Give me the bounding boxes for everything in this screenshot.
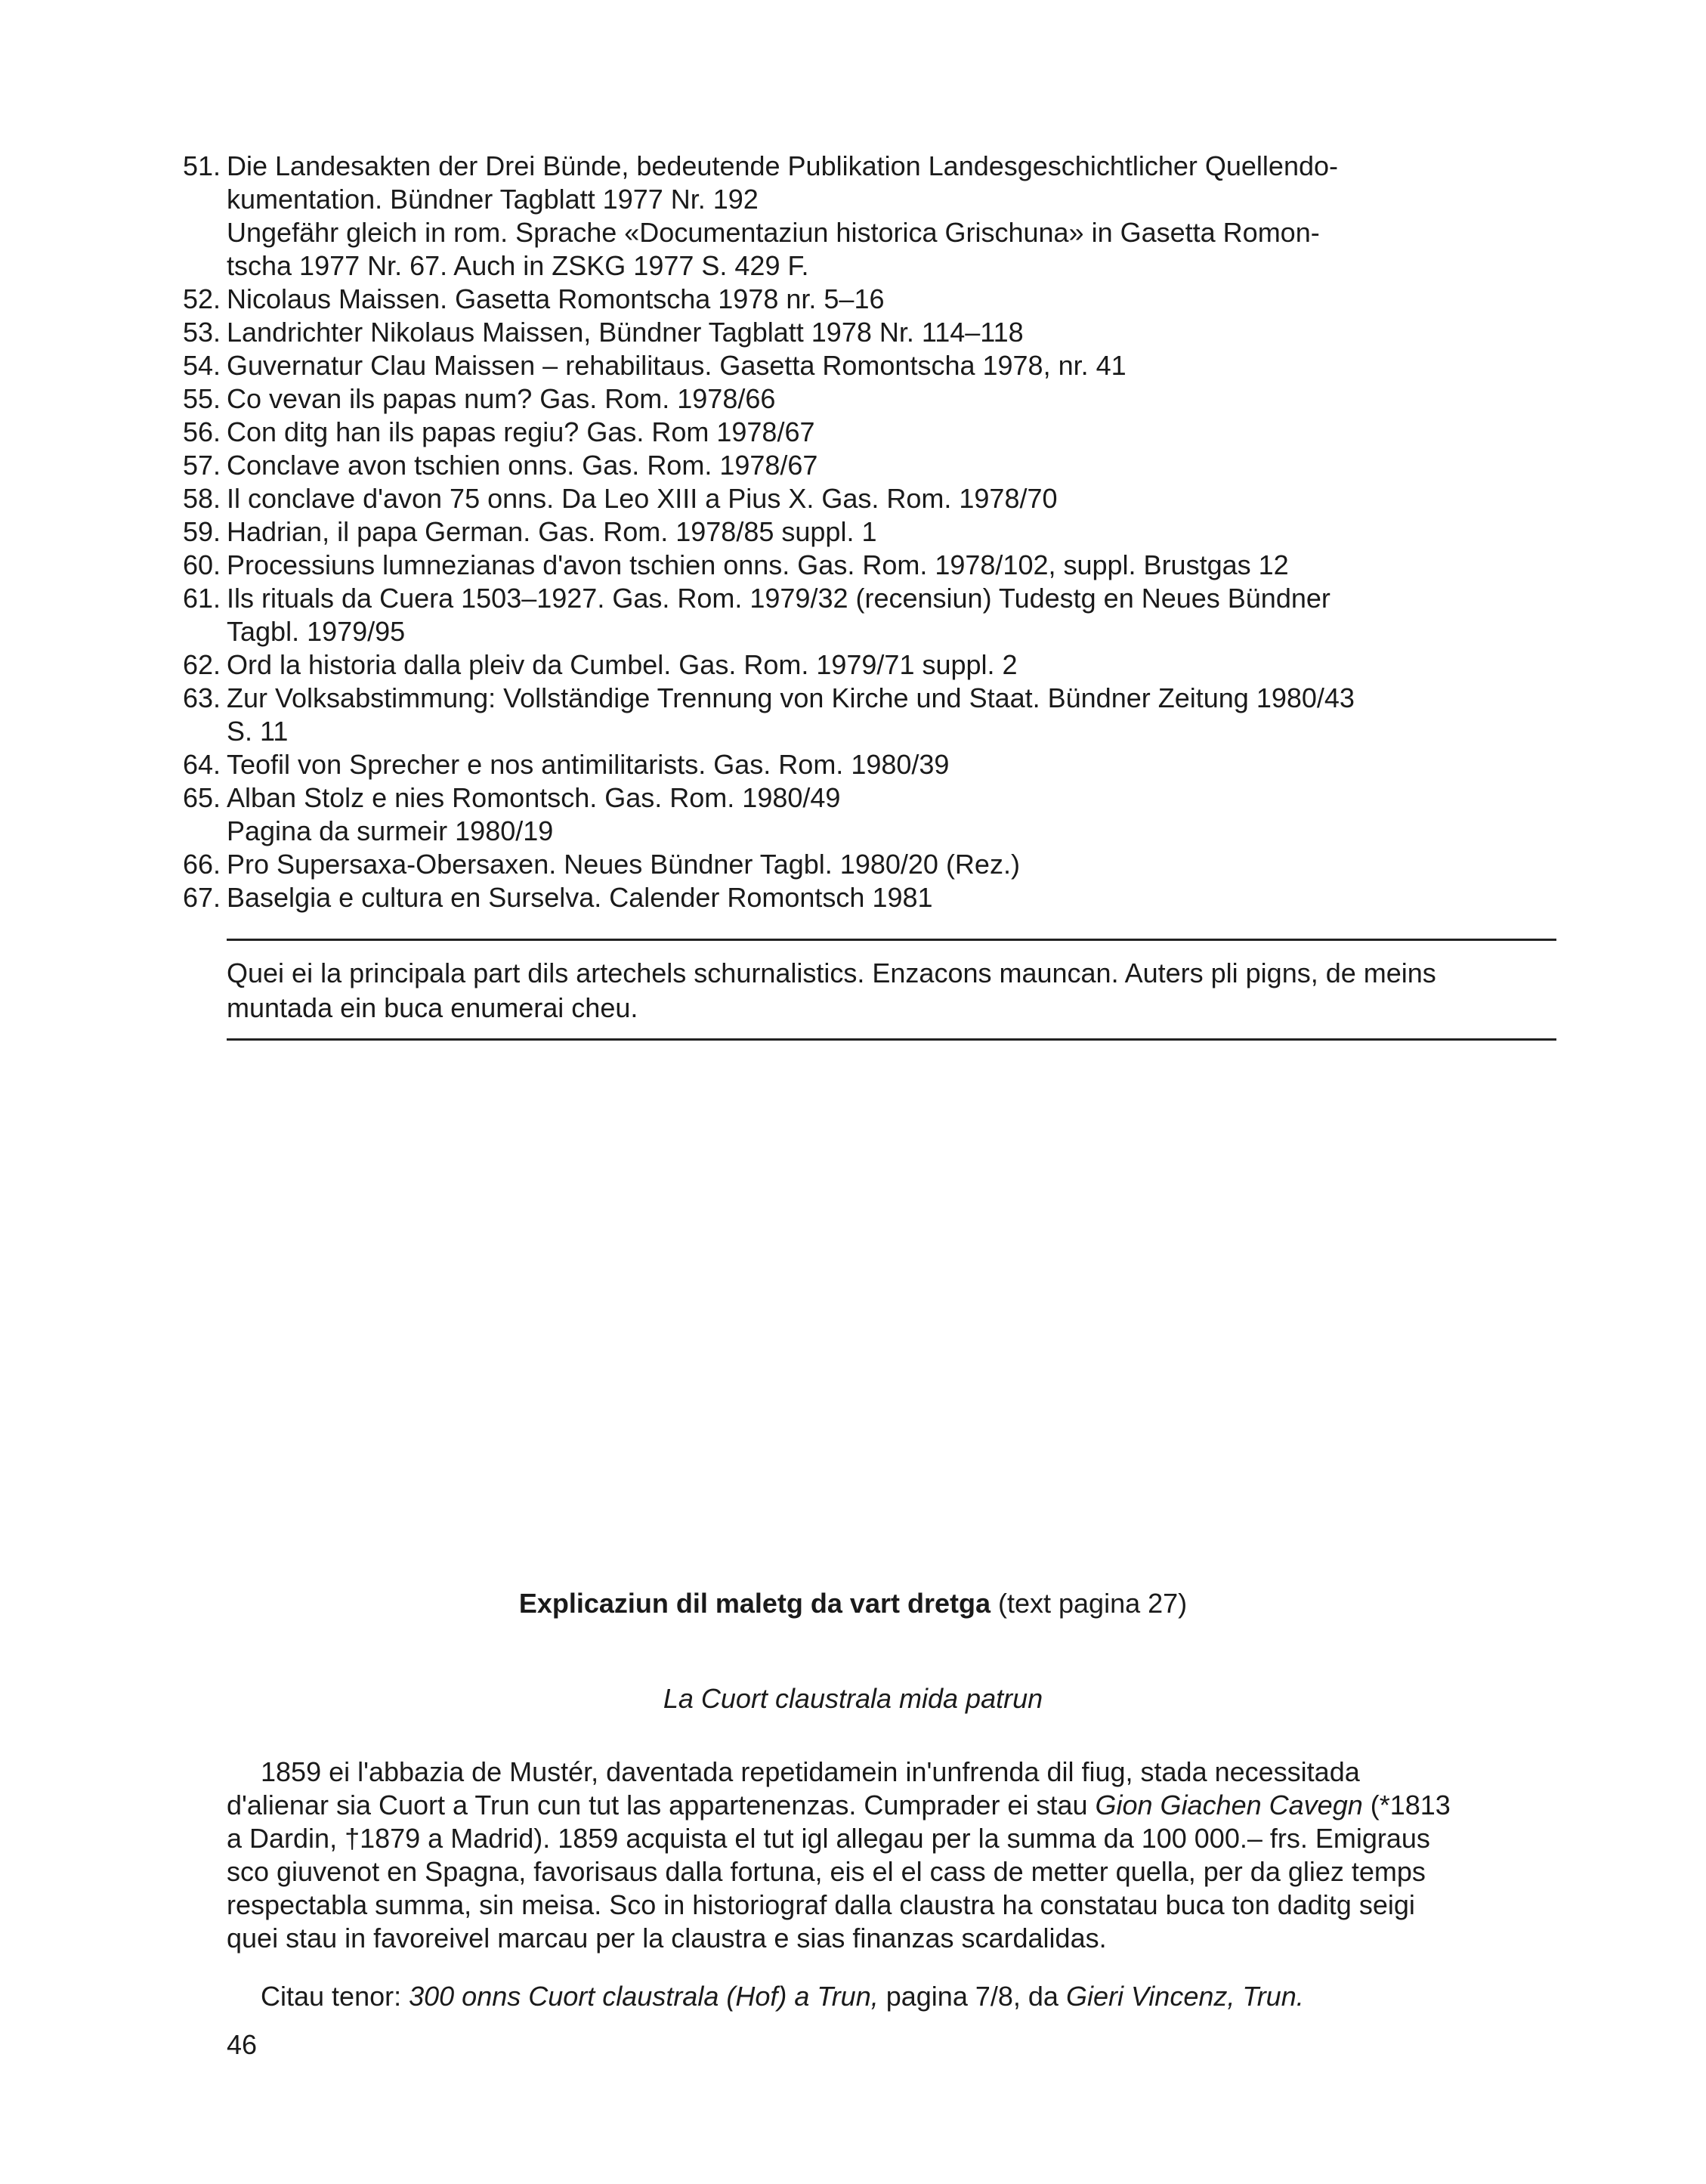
para-line: a Dardin, †1879 a Madrid). 1859 acquista el tut igl allegau per la summa da 100 000.– frs. Emigraus — [227, 1823, 1430, 1854]
reference-text — [227, 382, 1556, 416]
reference-item — [182, 848, 1556, 881]
reference-text — [227, 781, 1556, 848]
reference-line: Teofil von Sprecher e nos antimilitarists. Gas. Rom. 1980/39 — [227, 749, 950, 780]
para-line: sco giuvenot en Spagna, favorisaus dalla fortuna, eis el el cass de metter quella, per da gliez temps — [227, 1856, 1426, 1887]
reference-line: Landrichter Nikolaus Maissen, Bündner Tagblatt 1978 Nr. 114–118 — [227, 317, 1024, 348]
reference-line: Die Landesakten der Drei Bünde, bedeutende Publikation Landesgeschichtlicher Quellendo- — [227, 150, 1338, 181]
reference-item — [182, 881, 1556, 914]
reference-number: 56. — [182, 416, 221, 447]
reference-line: Hadrian, il papa German. Gas. Rom. 1978/85 suppl. 1 — [227, 516, 877, 547]
reference-line: Il conclave d'avon 75 onns. Da Leo XIII a Pius X. Gas. Rom. 1978/70 — [227, 483, 1058, 514]
note-line: Quei ei la principala part dils artechels schurnalistics. Enzacons mauncan. Auters pli pigns, de meins — [227, 957, 1436, 988]
citation-work: 300 onns Cuort claustrala (Hof) a Trun, — [409, 1981, 879, 2012]
reference-line: Baselgia e cultura en Surselva. Calender Romontsch 1981 — [227, 882, 933, 913]
citation — [261, 1980, 1304, 2013]
reference-line: tscha 1977 Nr. 67. Auch in ZSKG 1977 S. 429 F. — [227, 250, 809, 281]
reference-number: 52. — [182, 283, 221, 314]
divider-bottom — [227, 1038, 1556, 1041]
reference-number: 65. — [182, 782, 221, 813]
reference-item — [182, 382, 1556, 416]
reference-text — [227, 150, 1556, 283]
reference-text — [227, 283, 1556, 316]
reference-number: 60. — [182, 549, 221, 580]
reference-line: Processiuns lumnezianas d'avon tschien onns. Gas. Rom. 1978/102, suppl. Brustgas 12 — [227, 549, 1289, 580]
reference-text — [227, 881, 1556, 914]
person-name: Gion Giachen Cavegn — [1095, 1790, 1363, 1821]
reference-number: 51. — [182, 150, 221, 181]
reference-number: 62. — [182, 649, 221, 680]
reference-item — [182, 150, 1556, 283]
reference-line: Zur Volksabstimmung: Vollständige Trennung von Kirche und Staat. Bündner Zeitung 1980/43 — [227, 682, 1355, 713]
body-paragraph — [227, 1756, 1556, 1955]
section-heading — [0, 1587, 1706, 1620]
reference-number: 57. — [182, 450, 221, 481]
reference-number: 55. — [182, 383, 221, 414]
page-number: 46 — [227, 2029, 258, 2060]
para-line — [227, 1789, 1556, 1822]
reference-number: 66. — [182, 849, 221, 880]
reference-item — [182, 515, 1556, 549]
reference-line: Nicolaus Maissen. Gasetta Romontscha 1978 nr. 5–16 — [227, 283, 885, 314]
reference-line: Pagina da surmeir 1980/19 — [227, 815, 554, 846]
reference-text — [227, 416, 1556, 449]
reference-text — [227, 349, 1556, 382]
reference-text — [227, 748, 1556, 781]
reference-line: Con ditg han ils papas regiu? Gas. Rom 1978/67 — [227, 416, 815, 447]
reference-number: 53. — [182, 317, 221, 348]
reference-item — [182, 482, 1556, 515]
reference-line: Pro Supersaxa-Obersaxen. Neues Bündner Tagbl. 1980/20 (Rez.) — [227, 849, 1020, 880]
reference-line: Guvernatur Clau Maissen – rehabilitaus. Gasetta Romontscha 1978, nr. 41 — [227, 350, 1127, 381]
para-line: respectabla summa, sin meisa. Sco in historiograf dalla claustra ha constatau buca ton daditg seigi — [227, 1889, 1415, 1920]
reference-item — [182, 549, 1556, 582]
reference-line: Tagbl. 1979/95 — [227, 616, 406, 647]
reference-number: 64. — [182, 749, 221, 780]
reference-text — [227, 848, 1556, 881]
citation-prefix: Citau tenor: — [261, 1981, 410, 2012]
reference-text — [227, 515, 1556, 549]
section-heading-bold: Explicaziun dil maletg da vart dretga — [518, 1588, 991, 1619]
editor-note — [227, 956, 1556, 1025]
reference-line: Co vevan ils papas num? Gas. Rom. 1978/66 — [227, 383, 776, 414]
reference-number: 67. — [182, 882, 221, 913]
reference-item — [182, 781, 1556, 848]
reference-text — [227, 449, 1556, 482]
reference-line: Conclave avon tschien onns. Gas. Rom. 1978/67 — [227, 450, 818, 481]
citation-author: Gieri Vincenz, Trun. — [1065, 1981, 1304, 2012]
reference-text — [227, 582, 1556, 648]
para-line: quei stau in favoreivel marcau per la claustra e sias finanzas scardalidas. — [227, 1923, 1107, 1954]
reference-line: Alban Stolz e nies Romontsch. Gas. Rom. 1980/49 — [227, 782, 841, 813]
reference-text — [227, 549, 1556, 582]
divider-top — [227, 939, 1556, 941]
reference-text — [227, 482, 1556, 515]
para-text: (*1813 — [1362, 1790, 1451, 1821]
reference-item — [182, 582, 1556, 648]
reference-item — [182, 316, 1556, 349]
reference-number: 63. — [182, 682, 221, 713]
reference-list — [182, 150, 1556, 914]
reference-number: 54. — [182, 350, 221, 381]
reference-item — [182, 648, 1556, 682]
reference-line: S. 11 — [227, 716, 289, 747]
note-line: muntada ein buca enumerai cheu. — [227, 992, 638, 1023]
reference-number: 58. — [182, 483, 221, 514]
citation-text: pagina 7/8, da — [878, 1981, 1066, 2012]
para-line: 1859 ei l'abbazia de Mustér, daventada repetidamein in'unfrenda dil fiug, stada necessitada — [261, 1756, 1360, 1787]
reference-text — [227, 316, 1556, 349]
section-heading-ref: (text pagina 27) — [991, 1588, 1188, 1619]
reference-line: Ungefähr gleich in rom. Sprache «Documentaziun historica Grischuna» in Gasetta Romon- — [227, 217, 1320, 248]
reference-line: kumentation. Bündner Tagblatt 1977 Nr. 192 — [227, 184, 759, 215]
reference-item — [182, 416, 1556, 449]
reference-item — [182, 283, 1556, 316]
reference-item — [182, 748, 1556, 781]
reference-item — [182, 449, 1556, 482]
para-text: d'alienar sia Cuort a Trun cun tut las appartenenzas. Cumprader ei stau — [227, 1790, 1096, 1821]
reference-text — [227, 682, 1556, 748]
reference-number: 59. — [182, 516, 221, 547]
reference-text — [227, 648, 1556, 682]
reference-item — [182, 349, 1556, 382]
reference-line: Ord la historia dalla pleiv da Cumbel. Gas. Rom. 1979/71 suppl. 2 — [227, 649, 1018, 680]
reference-line: Ils rituals da Cuera 1503–1927. Gas. Rom. 1979/32 (recensiun) Tudestg en Neues Bündner — [227, 583, 1330, 614]
reference-number: 61. — [182, 583, 221, 614]
reference-item — [182, 682, 1556, 748]
section-subtitle: La Cuort claustrala mida patrun — [663, 1683, 1043, 1714]
